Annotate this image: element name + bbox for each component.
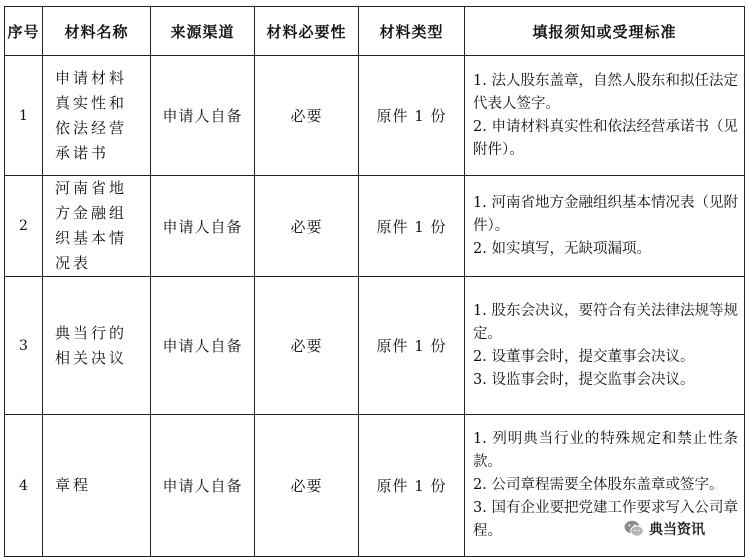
row-index: 1 (5, 56, 43, 176)
row-material-name: 河南省地方金融组织基本情况表 (43, 176, 151, 277)
row-necessity: 必要 (255, 277, 359, 415)
row-necessity: 必要 (255, 415, 359, 557)
row-index: 2 (5, 176, 43, 277)
row-material-name: 典当行的相关决议 (43, 277, 151, 415)
row-source: 申请人自备 (151, 277, 255, 415)
table-row (5, 56, 745, 176)
row-notes (465, 56, 745, 176)
row-necessity: 必要 (255, 56, 359, 176)
watermark (620, 517, 709, 541)
row-material-type: 原件 1 份 (359, 415, 465, 557)
table-header-row (5, 7, 745, 56)
row-source: 申请人自备 (151, 176, 255, 277)
row-source: 申请人自备 (151, 415, 255, 557)
header-necessity: 材料必要性 (255, 7, 359, 56)
row-material-type: 原件 1 份 (359, 56, 465, 176)
row-material-name: 章程 (43, 415, 151, 557)
note-line: 3. 设监事会时，提交监事会决议。 (473, 371, 695, 388)
header-notes: 填报须知或受理标准 (465, 7, 745, 56)
materials-table (4, 6, 745, 557)
watermark-text: 典当资讯 (649, 522, 705, 538)
header-index: 序号 (5, 7, 43, 56)
row-index: 3 (5, 277, 43, 415)
note-line: 1. 列明典当行业的特殊规定和禁止性条款。 (473, 431, 738, 470)
wechat-icon (624, 520, 644, 538)
note-line: 2. 设董事会时，提交董事会决议。 (473, 348, 695, 365)
row-notes (465, 176, 745, 277)
note-line: 1. 股东会决议，要符合有关法律法规等规定。 (473, 302, 738, 342)
row-material-name: 申请材料真实性和依法经营承诺书 (43, 56, 151, 176)
row-material-type: 原件 1 份 (359, 277, 465, 415)
note-line: 2. 如实填写，无缺项漏项。 (473, 240, 651, 257)
table-row (5, 176, 745, 277)
header-source: 来源渠道 (151, 7, 255, 56)
row-notes (465, 277, 745, 415)
note-line: 1. 法人股东盖章，自然人股东和拟任法定代表人签字。 (473, 72, 738, 112)
row-material-type: 原件 1 份 (359, 176, 465, 277)
row-source: 申请人自备 (151, 56, 255, 176)
note-line: 1. 河南省地方金融组织基本情况表（见附件）。 (473, 194, 738, 234)
header-material-type: 材料类型 (359, 7, 465, 56)
note-line: 2. 申请材料真实性和依法经营承诺书（见附件）。 (473, 118, 738, 158)
note-line: 2. 公司章程需要全体股东盖章或签字。 (473, 477, 724, 493)
row-necessity: 必要 (255, 176, 359, 277)
row-index: 4 (5, 415, 43, 557)
note-line: 3. 国有企业要把党建工作要求写入公司章程。 (473, 500, 738, 539)
table-row (5, 277, 745, 415)
header-material-name: 材料名称 (43, 7, 151, 56)
